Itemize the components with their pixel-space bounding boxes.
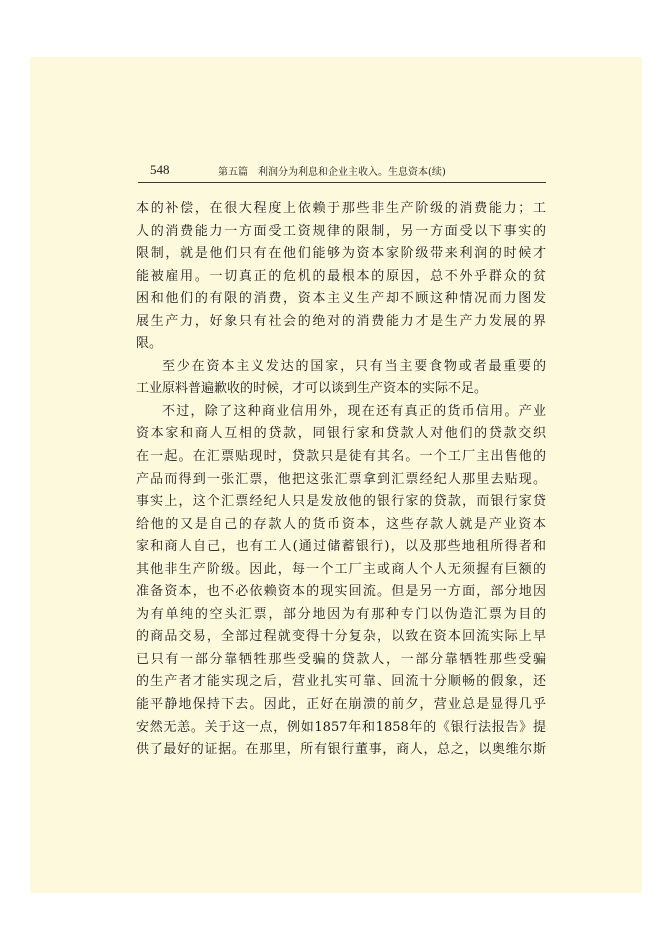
text-line: 限。 xyxy=(136,336,163,352)
text-line: 已只有一部分靠牺牲那些受骗的贷款人，一部分靠牺牲那些受骗 xyxy=(136,651,546,667)
text-line: 供了最好的证据。在那里，所有银行董事，商人，总之，以奥维尔斯 xyxy=(136,742,546,758)
text-line: 展生产力，好象只有社会的绝对的消费能力才是生产力发展的界 xyxy=(136,313,546,329)
text-line: 安然无恙。关于这一点，例如1857年和1858年的《银行法报告》提 xyxy=(136,719,546,735)
text-line: 准备资本，也不必依赖资本的现实回流。但是另一方面，部分地因 xyxy=(136,584,546,600)
paragraph-first-line: 不过，除了这种商业信用外，现在还有真正的货币信用。产业 xyxy=(162,403,546,419)
running-head: 第五篇 利润分为利息和企业主收入。生息资本(续) xyxy=(218,167,446,178)
text-line: 产品而得到一张汇票，他把这张汇票拿到汇票经纪人那里去贴现。 xyxy=(136,471,546,487)
text-line: 家和商人自己，也有工人(通过储蓄银行)，以及那些地租所得者和 xyxy=(136,539,546,555)
text-line: 能被雇用。一切真正的危机的最根本的原因，总不外乎群众的贫 xyxy=(136,268,546,284)
text-line: 的商品交易，全部过程就变得十分复杂，以致在资本回流实际上早 xyxy=(136,629,546,645)
text-line: 给他的又是自己的存款人的货币资本，这些存款人就是产业资本 xyxy=(136,516,546,532)
text-line: 其他非生产阶级。因此，每一个工厂主或商人个人无须握有巨额的 xyxy=(136,561,546,577)
text-line: 限制，就是他们只有在他们能够为资本家阶级带来利润的时候才 xyxy=(136,246,546,262)
text-line: 为有单纯的空头汇票，部分地因为有那种专门以伪造汇票为目的 xyxy=(136,606,546,622)
text-line: 事实上，这个汇票经纪人只是发放他的银行家的贷款，而银行家贷 xyxy=(136,494,546,510)
text-line: 工业原料普遍歉收的时候，才可以谈到生产资本的实际不足。 xyxy=(136,381,488,397)
text-line: 在一起。在汇票贴现时，贷款只是徒有其名。一个工厂主出售他的 xyxy=(136,449,546,465)
text-line: 资本家和商人互相的贷款，同银行家和贷款人对他们的贷款交织 xyxy=(136,426,546,442)
page-number: 548 xyxy=(150,162,170,177)
text-line: 的生产者才能实现之后，营业扎实可靠、回流十分顺畅的假象，还 xyxy=(136,674,546,690)
text-line: 人的消费能力一方面受工资规律的限制，另一方面受以下事实的 xyxy=(136,223,546,239)
text-line: 本的补偿，在很大程度上依赖于那些非生产阶级的消费能力；工 xyxy=(136,201,546,216)
page-header xyxy=(138,162,546,183)
text-line: 能平静地保持下去。因此，正好在崩溃的前夕，营业总是显得几乎 xyxy=(136,697,546,713)
text-line: 困和他们的有限的消费，资本主义生产却不顾这种情况而力图发 xyxy=(136,291,546,307)
body-text xyxy=(136,198,546,762)
paragraph-first-line: 至少在资本主义发达的国家，只有当主要食物或者最重要的 xyxy=(162,358,546,374)
